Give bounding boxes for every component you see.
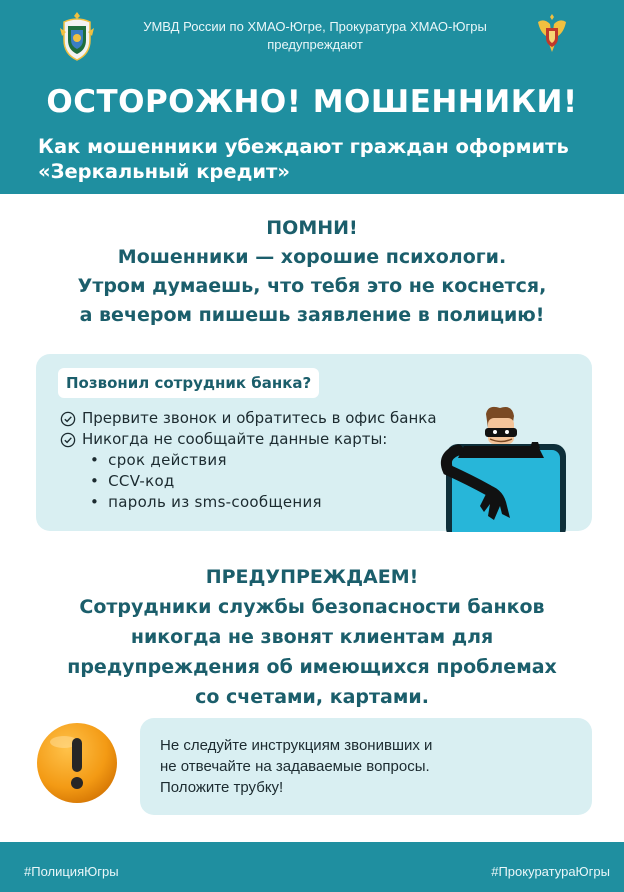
advice-line: не отвечайте на задаваемые вопросы. [160,758,430,775]
card-data-item: • CCV-код [90,471,480,492]
page-subtitle [38,134,618,184]
police-emblem-icon [56,10,98,62]
tip-row [60,408,480,429]
tip-row [60,429,480,450]
remember-line: а вечером пишешь заявление в полицию! [79,304,545,326]
card-data-list [60,450,480,513]
agencies-warn-line: предупреждают [267,37,363,52]
remember-line: Мошенники — хорошие психологи. [117,246,507,268]
warning-line: никогда не звонят клиентам для [130,626,494,648]
card-data-item: • срок действия [90,450,480,471]
thief-phone-illustration [440,406,572,532]
bank-call-tag: Позвонил сотрудник банка? [58,368,319,398]
subtitle-line: «Зеркальный кредит» [38,160,290,183]
check-icon [60,432,76,448]
prosecutor-emblem-icon [532,12,572,58]
warning-block [0,562,624,712]
advice-line: Не следуйте инструкциям звонивших и [160,737,433,754]
check-icon [60,411,76,427]
warning-heading: ПРЕДУПРЕЖДАЕМ! [205,566,419,588]
remember-heading: ПОМНИ! [266,217,358,239]
card-data-item: • пароль из sms-сообщения [90,492,480,513]
exclamation-icon [34,720,120,806]
page-title: ОСТОРОЖНО! МОШЕННИКИ! [46,84,578,120]
prosecutor-hashtag: #ПрокуратураЮгры [491,864,610,879]
warning-line: со счетами, картами. [195,686,429,708]
tip-text: Прервите звонок и обратитесь в офис банка [82,409,437,427]
remember-block [0,214,624,330]
tip-text: Никогда не сообщайте данные карты: [82,430,388,448]
subtitle-line: Как мошенники убеждают граждан оформить [38,135,569,158]
remember-line: Утром думаешь, что тебя это не коснется, [77,275,547,297]
agencies-line: УМВД России по ХМАО-Югре, Прокуратура ХМАО-Югры [143,19,487,34]
police-hashtag: #ПолицияЮгры [24,864,119,879]
warning-line: Сотрудники службы безопасности банков [79,596,545,618]
agencies-caption [110,18,520,54]
advice-text [160,735,580,798]
advice-line: Положите трубку! [160,779,284,796]
bank-call-tips [60,408,480,513]
warning-line: предупреждения об имеющихся проблемах [67,656,557,678]
